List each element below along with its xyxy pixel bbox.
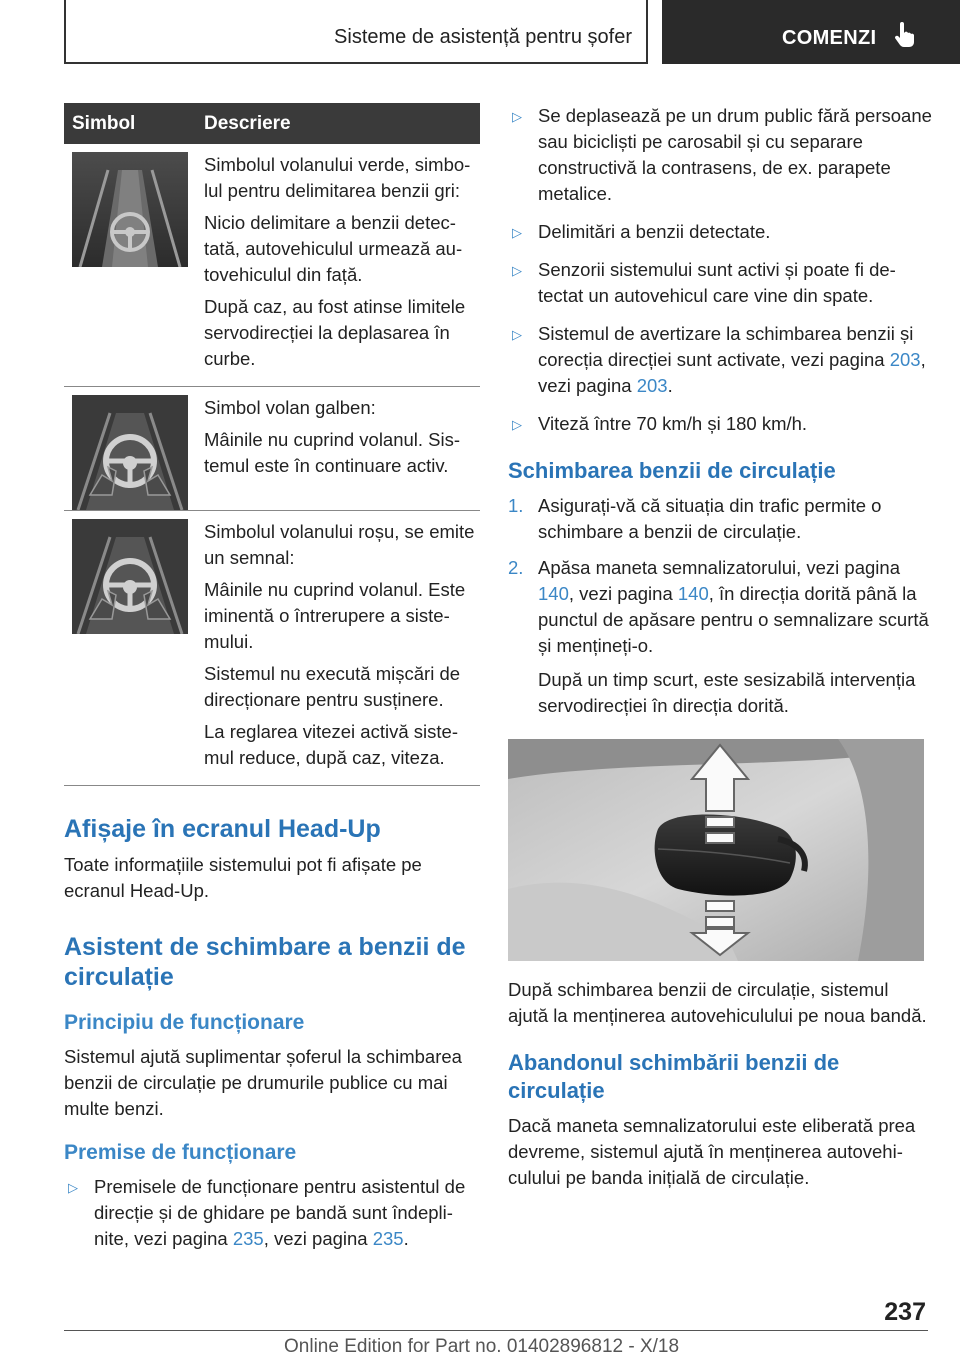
- table-header-symbol: Simbol: [64, 103, 204, 144]
- list-item: ▷ Delimitări a benzii detectate.: [508, 219, 932, 245]
- table-row: [64, 511, 480, 786]
- table-row: [64, 144, 480, 387]
- row1-line2: Nicio delimitare a benzii detectată, autovehiculul urmează autovehiculul din față.: [204, 212, 463, 285]
- triangle-bullet-icon: ▷: [512, 225, 522, 240]
- lane-change-heading: Asistent de schimbare a benzii de circulație: [64, 933, 466, 991]
- page-link[interactable]: 235: [232, 1228, 264, 1249]
- table-header-description: Descriere: [204, 103, 480, 144]
- triangle-bullet-icon: ▷: [512, 327, 522, 342]
- page-link[interactable]: 203: [889, 349, 921, 370]
- prereq-heading: Premise de funcționare: [64, 1141, 297, 1164]
- step-number: 2.: [508, 557, 524, 578]
- list-item: ▷ Se deplasează pe un drum public fără persoane sau bicicliști pe carosabil și cu separare constructivă la contrasens, de ex. parapete metalice.: [512, 105, 932, 204]
- row3-line1: Simbolul volanului roșu, se emite un semnal:: [204, 521, 475, 568]
- symbol-table: [64, 103, 480, 786]
- page-link[interactable]: 140: [677, 583, 709, 604]
- row3-line4: La reglarea vitezei activă sistemul reduce, după caz, viteza.: [204, 721, 458, 768]
- change-heading: Schimbarea benzii de circulație: [508, 458, 836, 483]
- table-row: [64, 387, 480, 511]
- list-item: 1. Asigurați-vă că situația din trafic permite o schimbare a benzii de circulație.: [508, 495, 882, 542]
- triangle-bullet-icon: ▷: [68, 1180, 78, 1195]
- turn-signal-lever-photo: [508, 739, 924, 961]
- chapter-label: COMENZI: [782, 27, 877, 49]
- section-title: Sisteme de asistență pentru șofer: [334, 26, 632, 48]
- chapter-tab[interactable]: [662, 0, 960, 64]
- page-link[interactable]: 140: [538, 583, 569, 604]
- list-item: ▷ Viteză între 70 km/h și 180 km/h.: [508, 411, 932, 437]
- footer-edition: Online Edition for Part no. 01402896812 - X/18: [284, 1336, 680, 1357]
- triangle-bullet-icon: ▷: [512, 109, 522, 124]
- principle-text: Sistemul ajută suplimentar șoferul la schimbarea benzii de circulație pe drumurile publice cu mai multe benzi.: [64, 1046, 462, 1119]
- list-item: ▷ Senzorii sistemului sunt activi și poate fi detectat un autovehicul care vine din spate.: [512, 259, 896, 306]
- steps-list: [508, 493, 932, 719]
- page-link[interactable]: 203: [636, 375, 668, 396]
- header-section-box: [64, 0, 648, 64]
- abort-text: Dacă maneta semnalizatorului este eliberată prea devreme, sistemul ajută în menținerea autovehiculului pe banda inițială de circulație.: [508, 1115, 916, 1188]
- abort-heading: Abandonul schimbării benzii de circulație: [508, 1050, 840, 1103]
- footer-divider: [64, 1330, 928, 1331]
- steering-wheel-yellow-hands-icon: [72, 395, 188, 510]
- page-number: 237: [884, 1298, 926, 1326]
- hud-heading: Afișaje în ecranul Head-Up: [64, 815, 381, 843]
- list-item: 2. Apăsa maneta semnalizatorului, vezi pagina 140, vezi pagina 140, în direcția dorită până la punctul de apăsare pentru o semnalizare scurtă și mențineți-o. După un timp scurt, este sesizabilă intervenția servodirecției în direcția dorită.: [508, 555, 932, 719]
- row3-line3: Sistemul nu execută mișcări de direcționare pentru susținere.: [204, 663, 461, 710]
- principle-heading: Principiu de funcționare: [64, 1011, 305, 1034]
- triangle-bullet-icon: ▷: [512, 417, 522, 432]
- steering-wheel-red-hands-icon: [72, 519, 188, 634]
- triangle-bullet-icon: ▷: [512, 263, 522, 278]
- hud-text: Toate informațiile sistemului pot fi afișate pe ecranul Head-Up.: [64, 854, 422, 901]
- page-link[interactable]: 235: [372, 1228, 404, 1249]
- after-photo-text: După schimbarea benzii de circulație, sistemul ajută la menținerea autovehiculului pe noua bandă.: [508, 979, 927, 1026]
- list-item: ▷ Sistemul de avertizare la schimbarea benzii și corecția direcției sunt activate, vezi pagina 203, vezi pagina 203.: [512, 323, 926, 396]
- row1-line3: După caz, au fost atinse limitele servodirecției la deplasarea în curbe.: [204, 296, 466, 369]
- steering-wheel-green-icon: [72, 152, 188, 267]
- right-column: [508, 103, 932, 1197]
- prereq-list: [64, 1174, 480, 1252]
- left-column: [64, 103, 480, 1264]
- row3-line2: Mâinile nu cuprind volanul. Este iminentă o întrerupere a sistemului.: [204, 579, 466, 652]
- row2-line1: Simbol volan galben:: [204, 397, 376, 418]
- conditions-list: [508, 103, 932, 437]
- hand-pointer-icon: [894, 22, 916, 48]
- step-number: 1.: [508, 495, 524, 516]
- step2-note: După un timp scurt, este sesizabilă intervenția servodirecției în direcția dorită.: [538, 669, 916, 716]
- list-item: ▷ Premisele de funcționare pentru asistentul de direcție și de ghidare pe bandă sunt îndeplinite, vezi pagina 235, vezi pagina 235.: [68, 1176, 466, 1249]
- row1-line1: Simbolul volanului verde, simbolul pentru delimitarea benzii gri:: [204, 154, 471, 201]
- row2-line2: Mâinile nu cuprind volanul. Sistemul este în continuare activ.: [204, 429, 461, 476]
